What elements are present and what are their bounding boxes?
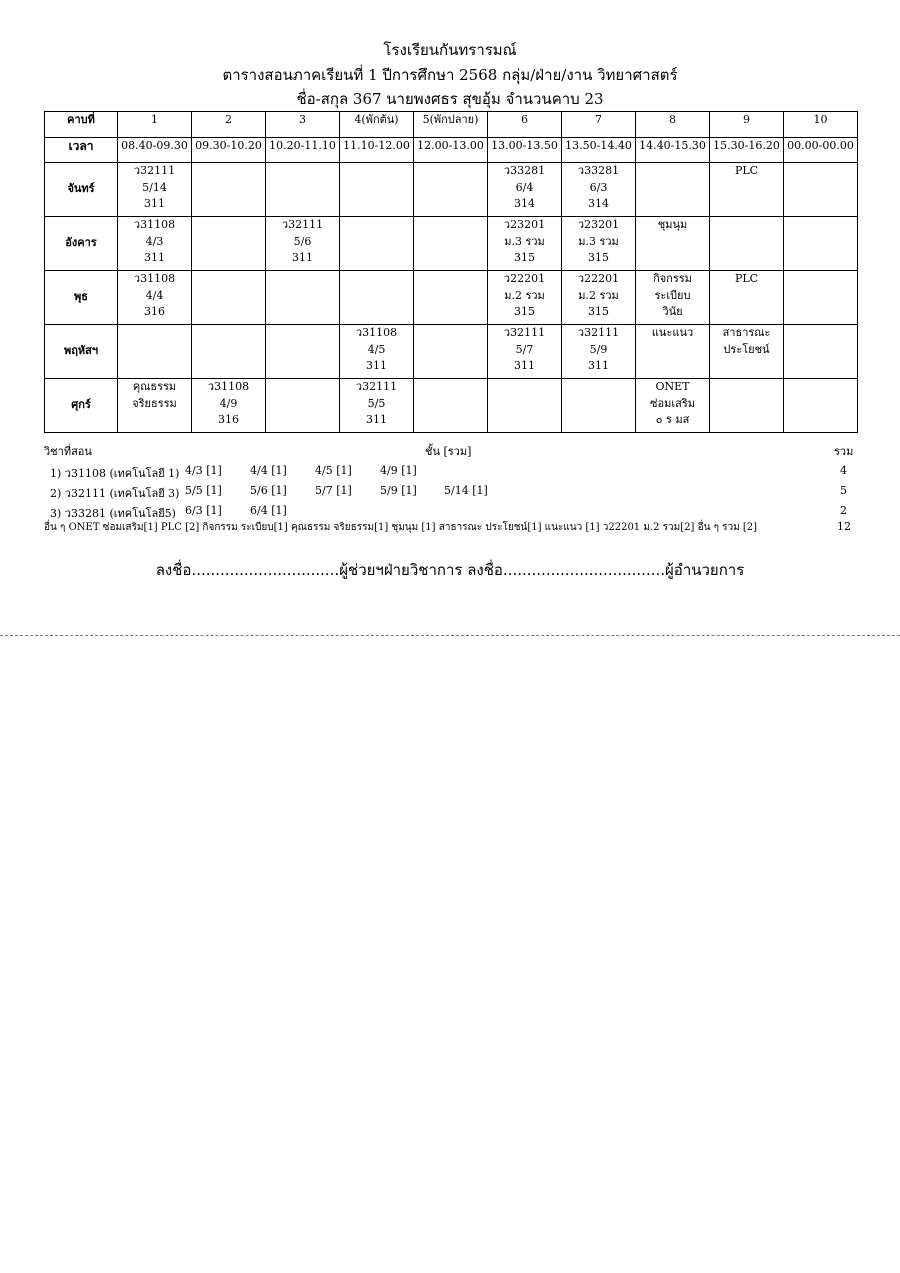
summary-class-header: ชั้น [รวม] xyxy=(425,445,472,458)
cell-line: 6/4 xyxy=(515,180,534,194)
summary-total: 4 xyxy=(840,464,847,477)
period-header-row xyxy=(45,112,858,138)
period-number: 2 xyxy=(192,112,266,138)
period-number: 10 xyxy=(784,112,858,138)
period-number: 3 xyxy=(266,112,340,138)
schedule-cell xyxy=(562,217,636,271)
day-row xyxy=(45,379,858,433)
cell-line: คุณธรรม xyxy=(132,380,177,393)
schedule-cell xyxy=(266,163,340,217)
cell-line: 311 xyxy=(144,197,165,210)
time-slot: 15.30-16.20 xyxy=(710,138,784,163)
schedule-cell xyxy=(636,163,710,217)
schedule-cell xyxy=(710,217,784,271)
cell-line: 315 xyxy=(588,251,609,264)
cell-line: ว32111 xyxy=(133,164,176,177)
cell-line: 314 xyxy=(588,197,609,210)
cell-line: ว31108 xyxy=(355,326,398,339)
period-number: 7 xyxy=(562,112,636,138)
cell-line: ม.3 รวม xyxy=(504,234,545,248)
cell-line: จริยธรรม xyxy=(132,396,177,410)
schedule-cell xyxy=(710,163,784,217)
time-slot: 13.00-13.50 xyxy=(488,138,562,163)
cell-line: 5/7 xyxy=(515,342,534,356)
cell-line: 4/3 xyxy=(145,234,164,248)
schedule-cell xyxy=(710,325,784,379)
schedule-cell xyxy=(710,271,784,325)
time-slot: 13.50-14.40 xyxy=(562,138,636,163)
schedule-cell xyxy=(562,163,636,217)
day-name: จันทร์ xyxy=(45,163,118,217)
day-name: อังคาร xyxy=(45,217,118,271)
schedule-cell xyxy=(192,325,266,379)
summary-total: 2 xyxy=(840,504,847,517)
summary-class: 5/9 [1] xyxy=(380,484,417,497)
cell-line: 315 xyxy=(588,305,609,318)
schedule-cell xyxy=(784,271,858,325)
schedule-cell xyxy=(192,379,266,433)
cell-line: 5/9 xyxy=(589,342,608,356)
time-slot: 14.40-15.30 xyxy=(636,138,710,163)
summary-subject: 2) ว32111 (เทคโนโลยี 3) xyxy=(50,487,180,500)
cell-line: สาธารณะ xyxy=(722,326,771,339)
cell-line: แนะแนว xyxy=(651,326,694,339)
cell-line: ONET xyxy=(655,380,690,393)
schedule-cell xyxy=(488,217,562,271)
summary-class: 4/5 [1] xyxy=(315,464,352,477)
schedule-cell xyxy=(488,379,562,433)
time-slot: 11.10-12.00 xyxy=(340,138,414,163)
schedule-cell xyxy=(562,325,636,379)
schedule-cell xyxy=(414,379,488,433)
teacher-info: ชื่อ-สกุล 367 นายพงศธร สุขอุ้ม จำนวนคาบ 23 xyxy=(296,90,604,108)
cell-line: ว23201 xyxy=(503,218,546,231)
cell-line: 311 xyxy=(144,251,165,264)
schedule-cell xyxy=(488,325,562,379)
cell-line: ว31108 xyxy=(133,218,176,231)
period-number: 1 xyxy=(118,112,192,138)
schedule-cell xyxy=(414,325,488,379)
schedule-cell xyxy=(266,217,340,271)
summary-class: 5/5 [1] xyxy=(185,484,222,497)
schedule-cell xyxy=(340,271,414,325)
summary-class: 5/14 [1] xyxy=(444,484,488,497)
period-number: 5(พักปลาย) xyxy=(414,112,488,138)
schedule-cell xyxy=(636,271,710,325)
summary-subject: 1) ว31108 (เทคโนโลยี 1) xyxy=(50,467,180,480)
summary-total-header: รวม xyxy=(834,445,854,458)
schedule-cell xyxy=(562,271,636,325)
day-name: ศุกร์ xyxy=(45,379,118,433)
time-label: เวลา xyxy=(45,138,118,163)
schedule-cell xyxy=(488,163,562,217)
cell-line: 5/5 xyxy=(367,396,386,410)
cell-line: ระเบียบ xyxy=(654,288,691,302)
summary-others: อื่น ๆ ONET ซ่อมเสริม[1] PLC [2] กิจกรรม ระเบียบ[1] คุณธรรม จริยธรรม[1] ชุมนุม [1] สาธารณะ ประโยชน์[1] แนะแนว [1] ว22201 ม.2 รวม[2] อื่น ๆ รวม [2] xyxy=(44,522,758,533)
cell-line: 315 xyxy=(514,251,535,264)
period-number: 9 xyxy=(710,112,784,138)
cell-line: ซ่อมเสริม xyxy=(650,396,695,410)
schedule-cell xyxy=(488,271,562,325)
cell-line: 6/3 xyxy=(589,180,608,194)
schedule-cell xyxy=(192,163,266,217)
day-row xyxy=(45,217,858,271)
cell-line: 316 xyxy=(218,413,239,426)
summary-class: 6/4 [1] xyxy=(250,504,287,517)
schedule-cell xyxy=(414,163,488,217)
day-row xyxy=(45,325,858,379)
schedule-cell xyxy=(784,217,858,271)
day-name: พุธ xyxy=(45,271,118,325)
summary-class: 6/3 [1] xyxy=(185,504,222,517)
cell-line: 311 xyxy=(588,359,609,372)
summary-class: 5/7 [1] xyxy=(315,484,352,497)
timetable xyxy=(44,111,858,433)
period-number: 6 xyxy=(488,112,562,138)
schedule-cell xyxy=(340,163,414,217)
cell-line: ๐ ร มส xyxy=(655,413,690,426)
cell-line: ว22201 xyxy=(503,272,546,285)
cell-line: ว22201 xyxy=(577,272,620,285)
schedule-cell xyxy=(414,271,488,325)
time-row xyxy=(45,138,858,163)
summary-class: 4/4 [1] xyxy=(250,464,287,477)
cell-line: ประโยชน์ xyxy=(723,342,770,356)
cell-line: 4/9 xyxy=(219,396,238,410)
signature-line: ลงชื่อ...............................ผู้ช่วยฯฝ่ายวิชาการ ลงชื่อ..................................ผู้อำนวยการ xyxy=(155,561,745,579)
schedule-cell xyxy=(414,217,488,271)
schedule-cell xyxy=(710,379,784,433)
school-name: โรงเรียนกันทรารมณ์ xyxy=(383,41,517,59)
cell-line: ชุมนุม xyxy=(657,218,688,231)
cell-line: PLC xyxy=(734,164,759,177)
cell-line: ว23201 xyxy=(577,218,620,231)
cell-line: กิจกรรม xyxy=(653,272,692,285)
summary-class: 5/6 [1] xyxy=(250,484,287,497)
cell-line: 311 xyxy=(514,359,535,372)
day-name: พฤหัสฯ xyxy=(45,325,118,379)
schedule-cell xyxy=(118,271,192,325)
period-number: 4(พักต้น) xyxy=(340,112,414,138)
cell-line: 311 xyxy=(366,413,387,426)
cell-line: 5/6 xyxy=(293,234,312,248)
summary-class: 4/9 [1] xyxy=(380,464,417,477)
summary-others-total: 12 xyxy=(837,520,851,533)
schedule-title: ตารางสอนภาคเรียนที่ 1 ปีการศึกษา 2568 กลุ่ม/ฝ่าย/งาน วิทยาศาสตร์ xyxy=(222,66,678,84)
period-number: 8 xyxy=(636,112,710,138)
cell-line: 311 xyxy=(366,359,387,372)
cell-line: ว32111 xyxy=(281,218,324,231)
schedule-cell xyxy=(118,325,192,379)
summary-total: 5 xyxy=(840,484,847,497)
cell-line: 315 xyxy=(514,305,535,318)
schedule-cell xyxy=(636,217,710,271)
schedule-cell xyxy=(340,379,414,433)
schedule-cell xyxy=(784,379,858,433)
summary-class: 4/3 [1] xyxy=(185,464,222,477)
schedule-cell xyxy=(266,271,340,325)
schedule-cell xyxy=(266,379,340,433)
time-slot: 12.00-13.00 xyxy=(414,138,488,163)
schedule-cell xyxy=(636,379,710,433)
time-slot: 00.00-00.00 xyxy=(784,138,858,163)
cell-line: 311 xyxy=(292,251,313,264)
summary-subject: 3) ว33281 (เทคโนโลยี5) xyxy=(50,507,176,520)
cell-line: 316 xyxy=(144,305,165,318)
cell-line: ม.2 รวม xyxy=(578,288,619,302)
schedule-cell xyxy=(784,163,858,217)
schedule-cell xyxy=(192,271,266,325)
schedule-cell xyxy=(118,163,192,217)
schedule-cell xyxy=(340,325,414,379)
cell-line: ว32111 xyxy=(503,326,546,339)
schedule-cell xyxy=(340,217,414,271)
time-slot: 10.20-11.10 xyxy=(266,138,340,163)
cell-line: ว32111 xyxy=(577,326,620,339)
cell-line: วินัย xyxy=(662,305,683,318)
cell-line: ว31108 xyxy=(207,380,250,393)
schedule-cell xyxy=(266,325,340,379)
cell-line: PLC xyxy=(734,272,759,285)
time-slot: 09.30-10.20 xyxy=(192,138,266,163)
time-slot: 08.40-09.30 xyxy=(118,138,192,163)
period-label: คาบที่ xyxy=(45,112,118,138)
cell-line: ม.2 รวม xyxy=(504,288,545,302)
cell-line: ว32111 xyxy=(355,380,398,393)
cell-line: 4/4 xyxy=(145,288,164,302)
schedule-cell xyxy=(192,217,266,271)
cell-line: 314 xyxy=(514,197,535,210)
cell-line: ว31108 xyxy=(133,272,176,285)
schedule-cell xyxy=(636,325,710,379)
cell-line: 4/5 xyxy=(367,342,386,356)
page-divider xyxy=(0,635,900,636)
day-row xyxy=(45,271,858,325)
cell-line: ว33281 xyxy=(503,164,546,177)
cell-line: 5/14 xyxy=(142,180,167,194)
cell-line: ม.3 รวม xyxy=(578,234,619,248)
schedule-cell xyxy=(118,217,192,271)
day-row xyxy=(45,163,858,217)
summary-subject-header: วิชาที่สอน xyxy=(44,445,92,458)
schedule-cell xyxy=(562,379,636,433)
schedule-cell xyxy=(784,325,858,379)
cell-line: ว33281 xyxy=(577,164,620,177)
schedule-cell xyxy=(118,379,192,433)
